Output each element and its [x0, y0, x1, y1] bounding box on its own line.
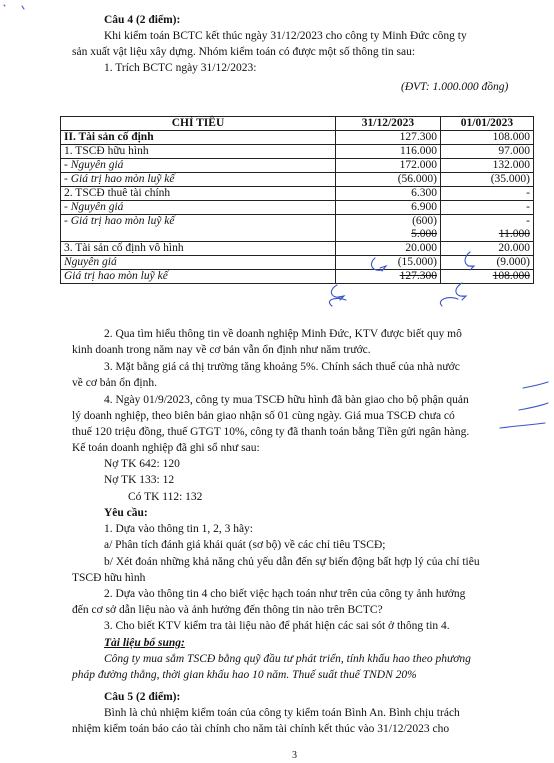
row-label: 1. TSCĐ hữu hình: [61, 145, 336, 159]
row-value-start: 20.000: [441, 242, 534, 256]
row-value-start: -: [441, 215, 534, 229]
table-row: [61, 242, 534, 256]
requirements-heading: Yêu cầu:: [104, 507, 148, 519]
p4-line-4: Kế toán doanh nghiệp đã ghi sổ như sau:: [72, 442, 260, 454]
requirement-2-line-1: 2. Dựa vào thông tin 4 cho biết việc hạch toán như trên của công ty ảnh hưởng: [104, 588, 466, 600]
p2-line-1: 2. Qua tìm hiểu thông tin về doanh nghiệp Minh Đức, KTV được biết quy mô: [104, 328, 462, 340]
row-value-start: 97.000: [441, 145, 534, 159]
row-value-start-struck: 108.000: [441, 270, 534, 284]
row-value-end: 6.900: [336, 201, 441, 215]
row-value-end: 20.000: [336, 242, 441, 256]
q5-line-1: Bình là chủ nhiệm kiểm toán của công ty kiểm toán Bình An. Bình chịu trách: [104, 707, 460, 719]
table-row: [61, 145, 534, 159]
row-label: 3. Tài sản cố định vô hình: [61, 242, 336, 256]
requirement-1: 1. Dựa vào thông tin 1, 2, 3 hãy:: [104, 523, 254, 535]
row-value-end: 116.000: [336, 145, 441, 159]
q5-line-2: nhiệm kiểm toán báo cáo tài chính cho năm tài chính kết thúc vào 31/12/2023 cho: [72, 723, 450, 735]
question-5-heading: Câu 5 (2 điểm):: [104, 691, 181, 703]
q4-intro-line-2: sản xuất vật liệu xây dựng. Nhóm kiểm toán có được một số thông tin sau:: [72, 46, 416, 58]
supplementary-heading: Tài liệu bổ sung:: [104, 637, 185, 649]
table-row: [61, 270, 534, 284]
row-value-end: 172.000: [336, 159, 441, 173]
requirement-1a: a/ Phân tích đánh giá khái quát (sơ bộ) về các chỉ tiêu TSCĐ;: [104, 539, 386, 551]
row-value-end-struck: 5.000: [336, 228, 441, 242]
row-label: - Giá trị hao mòn luỹ kế: [61, 173, 336, 187]
row-value-end: (15.000): [336, 256, 441, 270]
row-value-end: 127.300: [336, 131, 441, 145]
row-value-start: 108.000: [441, 131, 534, 145]
table-row: [61, 159, 534, 173]
requirement-3: 3. Cho biết KTV kiểm tra tài liệu nào để phát hiện các sai sót ở thông tin 4.: [104, 620, 450, 632]
row-value-start: (9.000): [441, 256, 534, 270]
row-label: - Giá trị hao mòn luỹ kế: [61, 215, 336, 242]
row-value-end-struck: 127.300: [336, 270, 441, 284]
row-label: - Nguyên giá: [61, 159, 336, 173]
table-row: [61, 187, 534, 201]
row-label: Nguyên giá: [61, 256, 336, 270]
fixed-assets-table: [60, 116, 534, 284]
p4-line-3: thuế 120 triệu đồng, thuế GTGT 10%, công ty đã thanh toán bằng Tiền gửi ngân hàng.: [72, 426, 470, 438]
journal-entry-3: Có TK 112: 132: [128, 491, 203, 503]
row-label: Giá trị hao mòn luỹ kế: [61, 270, 336, 284]
table-row: [61, 173, 534, 187]
row-value-start: 132.000: [441, 159, 534, 173]
supplementary-line-1: Công ty mua sắm TSCĐ bằng quỹ đầu tư phát triển, tính khấu hao theo phương: [104, 653, 471, 665]
question-4-heading: Câu 4 (2 điểm):: [104, 14, 181, 26]
row-label: II. Tài sản cố định: [61, 131, 336, 145]
requirement-2-line-2: đến cơ sở dẫn liệu nào và ảnh hưởng đến thông tin nào trên BCTC?: [72, 604, 383, 616]
journal-entry-2: Nợ TK 133: 12: [104, 474, 175, 486]
row-value-end: 6.300: [336, 187, 441, 201]
row-value-start-struck: 11.000: [441, 228, 534, 242]
requirement-1b-line-2: TSCĐ hữu hình: [72, 572, 146, 584]
header-2023-end: 31/12/2023: [336, 117, 441, 131]
q4-intro-line-1: Khi kiểm toán BCTC kết thúc ngày 31/12/2023 cho công ty Minh Đức công ty: [104, 30, 467, 42]
p3-line-2: về cơ bản ổn định.: [72, 377, 157, 389]
table-row: [61, 201, 534, 215]
table-row: [61, 131, 534, 145]
table-row: [61, 256, 534, 270]
unit-note: (ĐVT: 1.000.000 đồng): [401, 81, 509, 93]
p3-line-1: 3. Mặt bằng giá cả thị trường tăng khoảng 5%. Chính sách thuế của nhà nước: [104, 361, 460, 373]
header-2023-start: 01/01/2023: [441, 117, 534, 131]
row-label: 2. TSCĐ thuê tài chính: [61, 187, 336, 201]
p4-line-1: 4. Ngày 01/9/2023, công ty mua TSCĐ hữu hình đã bàn giao cho bộ phận quản: [104, 394, 469, 406]
page-number: 3: [292, 750, 297, 761]
p4-line-2: lý doanh nghiệp, theo biên bản giao nhận số 01 cùng ngày. Giá mua TSCĐ chưa có: [72, 410, 455, 422]
journal-entry-1: Nợ TK 642: 120: [104, 458, 180, 470]
q4-item-1: 1. Trích BCTC ngày 31/12/2023:: [104, 62, 257, 74]
table-row: [61, 215, 534, 229]
supplementary-line-2: pháp đường thẳng, thời gian khấu hao 10 năm. Thuế suất thuế TNDN 20%: [72, 669, 417, 681]
row-value-end: (600): [336, 215, 441, 229]
p2-line-2: kinh doanh trong năm nay về cơ bản vẫn ổn định như năm trước.: [72, 344, 371, 356]
header-indicator: CHỈ TIÊU: [61, 117, 336, 131]
row-value-start: -: [441, 187, 534, 201]
row-value-end: (56.000): [336, 173, 441, 187]
row-value-start: -: [441, 201, 534, 215]
table-header-row: [61, 117, 534, 131]
row-value-start: (35.000): [441, 173, 534, 187]
requirement-1b-line-1: b/ Xét đoán những khả năng chủ yếu dẫn đến sự biến động bất hợp lý của chỉ tiêu: [104, 556, 480, 568]
row-label: - Nguyên giá: [61, 201, 336, 215]
